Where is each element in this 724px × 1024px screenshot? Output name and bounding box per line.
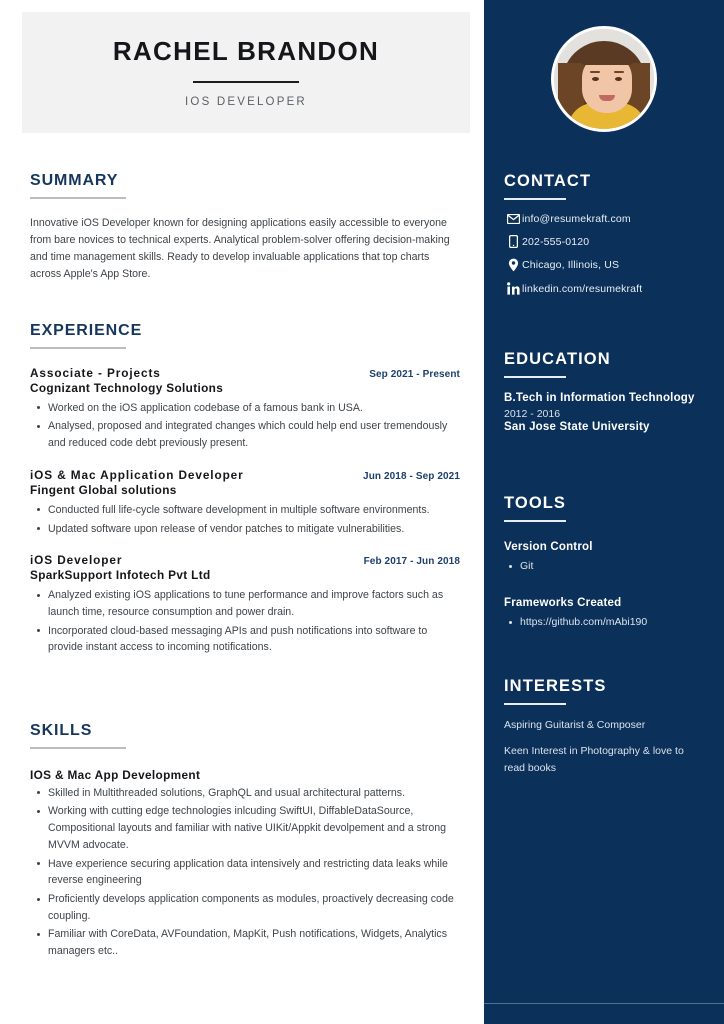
envelope-icon <box>504 214 522 224</box>
job-bullet: Analyzed existing iOS applications to tune performance and improve factors such as launch time, resource consumption and power drain. <box>48 587 460 620</box>
education-university: San Jose State University <box>504 420 650 433</box>
skill-bullet: Have experience securing application data intensively and restricting data leaks while reverse engineering <box>48 856 460 889</box>
tools-group-title: Version Control <box>504 541 593 554</box>
avatar <box>551 26 657 132</box>
job-bullet: Updated software upon release of vendor patches to mitigate vulnerabilities. <box>48 521 460 538</box>
tools-heading: TOOLS <box>504 494 567 512</box>
interests-heading-rule <box>504 703 566 705</box>
location-pin-icon <box>504 258 522 272</box>
summary-heading: SUMMARY <box>30 172 119 189</box>
job-date: Feb 2017 - Jun 2018 <box>363 556 460 568</box>
experience-heading: EXPERIENCE <box>30 322 143 339</box>
name-divider <box>193 81 299 83</box>
contact-phone-text: 202-555-0120 <box>522 235 590 248</box>
interests-item: Aspiring Guitarist & Composer <box>504 719 646 732</box>
skill-bullet: Familiar with CoreData, AVFoundation, MapKit, Push notifications, Widgets, Analytics managers etc.. <box>48 926 460 959</box>
tools-group <box>504 597 704 631</box>
skills-heading-rule <box>30 747 126 749</box>
experience-heading-rule <box>30 347 126 349</box>
job-bullet: Analysed, proposed and integrated changes which could help end user tremendously and reduced code debt previously present. <box>48 418 460 451</box>
skill-bullet: Proficiently develops application components as modules, proactively decreasing code coupling. <box>48 891 460 924</box>
job-bullet-list <box>30 587 460 656</box>
avatar-brow-right <box>614 71 624 73</box>
avatar-brow-left <box>590 71 600 73</box>
contact-item-phone[interactable] <box>504 235 704 248</box>
summary-text: Innovative iOS Developer known for designing applications easily accessible to everyone from bare novices to technical experts. Analytical problem-solver offering decision-making and time management skills. Ready to develop invaluable applications that top charts across Apple's App Store. <box>30 216 450 281</box>
avatar-eye-left <box>592 77 599 81</box>
section-summary <box>30 172 460 283</box>
job-bullet-list <box>30 502 460 537</box>
contact-item-linkedin[interactable] <box>504 282 704 295</box>
job-bullet: Worked on the iOS application codebase of a famous bank in USA. <box>48 400 460 417</box>
contact-email-text: info@resumekraft.com <box>522 213 631 226</box>
job-date: Sep 2021 - Present <box>369 368 460 380</box>
summary-heading-rule <box>30 197 126 199</box>
job-organization: SparkSupport Infotech Pvt Ltd <box>30 568 211 583</box>
education-heading-rule <box>504 376 566 378</box>
skill-bullet: Working with cutting edge technologies inlcuding SwiftUI, DiffableDataSource, Compositional layouts and familiar with native UIKit/Appkit devolpement and a strong MVVM advocate. <box>48 803 460 853</box>
tools-group-title: Frameworks Created <box>504 596 622 609</box>
avatar-fringe <box>580 49 634 65</box>
job-date: Jun 2018 - Sep 2021 <box>363 470 460 482</box>
education-heading: EDUCATION <box>504 350 611 368</box>
section-interests <box>504 677 704 776</box>
experience-item <box>30 366 460 452</box>
experience-item <box>30 553 460 656</box>
tools-group-list <box>504 559 704 575</box>
avatar-eye-right <box>615 77 622 81</box>
job-bullet: Incorporated cloud-based messaging APIs and push notifications into software to provide instant access to incoming notifications. <box>48 623 460 656</box>
contact-item-email[interactable] <box>504 213 704 225</box>
interests-item: Keen Interest in Photography & love to read books <box>504 745 684 774</box>
contact-heading: CONTACT <box>504 172 592 190</box>
job-title: Associate - Projects <box>30 365 161 380</box>
tools-group <box>504 541 704 575</box>
job-organization: Cognizant Technology Solutions <box>30 380 224 395</box>
sidebar-bottom-divider <box>484 1003 724 1004</box>
mobile-phone-icon <box>504 235 522 248</box>
tools-list-item[interactable]: https://github.com/mAbi190 <box>520 615 704 631</box>
sidebar <box>484 0 724 1024</box>
job-bullet: Conducted full life-cycle software development in multiple software environments. <box>48 502 460 519</box>
section-contact <box>504 172 704 305</box>
tools-group-list <box>504 615 704 631</box>
job-title: iOS & Mac Application Developer <box>30 467 244 482</box>
skill-group-title: IOS & Mac App Development <box>30 767 201 782</box>
job-role-subtitle: IOS DEVELOPER <box>185 95 307 108</box>
tools-heading-rule <box>504 520 566 522</box>
job-organization: Fingent Global solutions <box>30 482 177 497</box>
linkedin-icon <box>504 282 522 295</box>
experience-item <box>30 468 460 537</box>
page-title: RACHEL BRANDON <box>112 35 380 66</box>
header-band <box>22 12 470 133</box>
job-bullet-list <box>30 400 460 452</box>
interests-heading: INTERESTS <box>504 677 607 695</box>
contact-item-location[interactable] <box>504 258 704 272</box>
section-skills <box>30 722 460 962</box>
skills-heading: SKILLS <box>30 722 93 739</box>
avatar-mouth <box>599 95 615 101</box>
contact-heading-rule <box>504 198 566 200</box>
section-tools <box>504 494 704 631</box>
job-title: iOS Developer <box>30 553 123 568</box>
contact-list <box>504 213 704 295</box>
tools-list-item: Git <box>520 559 704 575</box>
education-degree: B.Tech in Information Technology <box>504 392 695 405</box>
education-years: 2012 - 2016 <box>504 407 561 420</box>
skill-bullet: Skilled in Multithreaded solutions, GraphQL and usual architectural patterns. <box>48 785 460 802</box>
skill-bullet-list <box>30 785 460 960</box>
avatar-photo <box>554 29 654 129</box>
contact-linkedin-text: linkedin.com/resumekraft <box>522 282 643 295</box>
section-experience <box>30 322 460 658</box>
section-education <box>504 350 704 433</box>
contact-location-text: Chicago, Illinois, US <box>522 259 620 272</box>
